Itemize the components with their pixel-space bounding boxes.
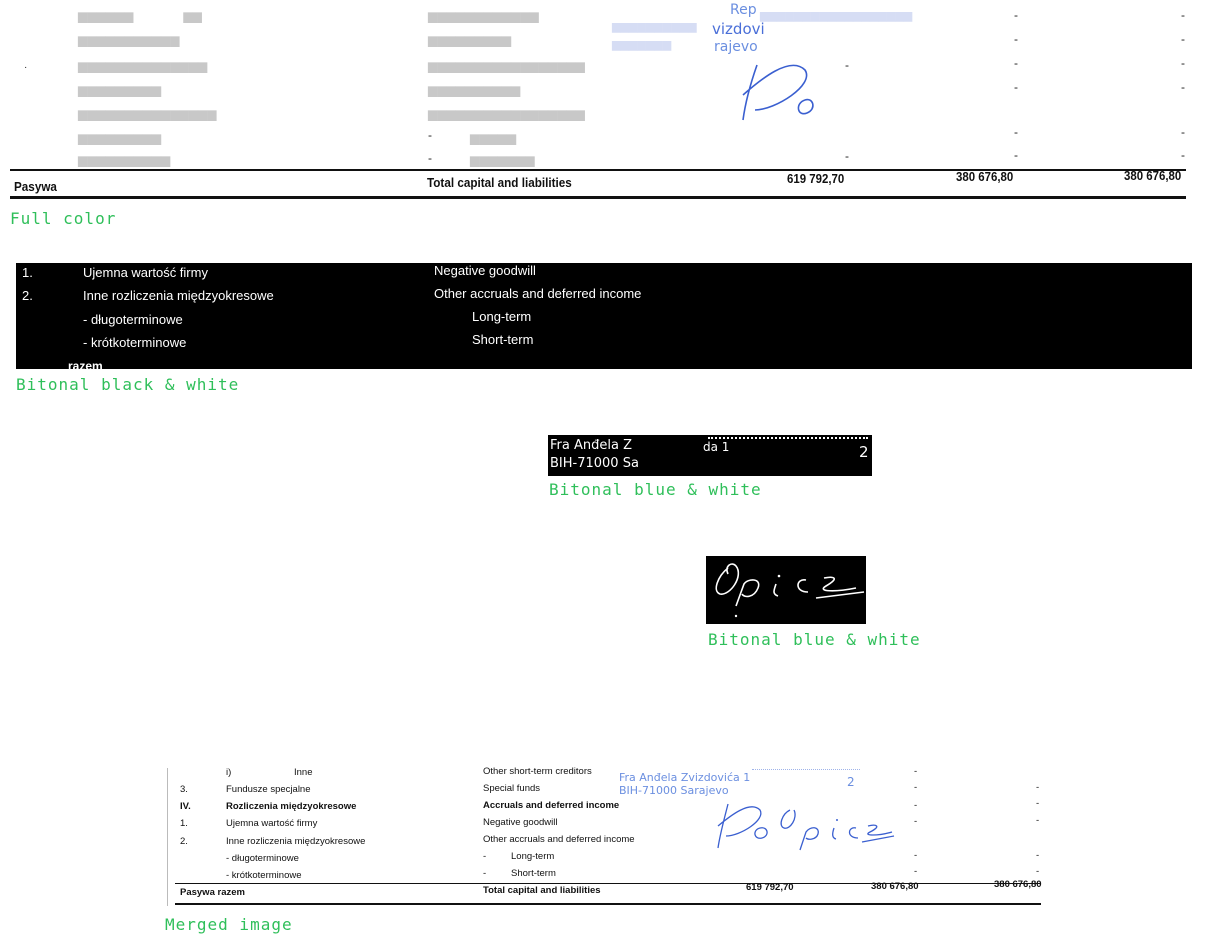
signature-partial xyxy=(735,55,845,130)
total-label-pl: Pasywa xyxy=(14,179,57,194)
total-label-pl: Pasywa razem xyxy=(180,887,245,898)
row-label-pl: Fundusze specjalne xyxy=(226,784,311,795)
faint-row: ▆▆▆▆▆▆▆▆▆▆▆▆▆▆▆▆▆ xyxy=(428,59,585,73)
row-num: 2. xyxy=(180,836,188,847)
row-num: 2. xyxy=(22,288,33,303)
row-label-en: Negative goodwill xyxy=(434,263,536,278)
bitonal-stamp-panel xyxy=(548,435,872,476)
dash: - xyxy=(1014,56,1018,70)
bitonal-signature-panel xyxy=(706,556,866,624)
faint-row: ▆▆▆▆▆▆▆▆▆▆▆ xyxy=(78,33,180,47)
total-value-1: 619 792,70 xyxy=(787,171,845,186)
stamp-number: 2 xyxy=(859,443,869,461)
total-value-2: 380 676,80 xyxy=(956,169,1014,184)
signature-bitonal xyxy=(706,556,866,624)
dash: - xyxy=(1181,56,1185,70)
dash: - xyxy=(1181,125,1185,139)
stamp-line-1: Fra Anđela Z xyxy=(550,438,632,453)
total-value-3: 380 676,80 xyxy=(1124,168,1182,183)
cut-text: razem xyxy=(68,359,103,369)
dot: · xyxy=(24,62,28,73)
row-num: IV. xyxy=(180,801,191,812)
total-value-2: 380 676,80 xyxy=(871,881,919,892)
total-value-1: 619 792,70 xyxy=(746,882,794,893)
stamp-line-1b: da 1 xyxy=(703,440,730,454)
row-num: 1. xyxy=(22,265,33,280)
dash: - xyxy=(1181,32,1185,46)
signature-merged xyxy=(710,798,895,858)
dash: - xyxy=(1036,798,1040,809)
dash: - xyxy=(845,149,849,163)
row-label-en: Long-term xyxy=(511,851,555,862)
dash: - xyxy=(483,851,487,862)
rule-double xyxy=(175,903,1041,905)
caption-merged: Merged image xyxy=(165,915,293,934)
row-num: i) xyxy=(226,767,232,778)
dash: - xyxy=(1036,815,1040,826)
stamp-line-1: Fra Anđela Zvizdovića 1 xyxy=(619,771,751,784)
stamp-fragment: vizdovi xyxy=(712,20,765,38)
row-label-en: Short-term xyxy=(472,332,534,347)
row-label-en: Accruals and deferred income xyxy=(483,800,620,811)
stamp-fragment: rajevo xyxy=(714,39,758,55)
row-label-pl: Inne rozliczenia międzyokresowe xyxy=(226,836,366,847)
row-label-pl: Inne rozliczenia międzyokresowe xyxy=(83,288,274,303)
dash: - xyxy=(1014,8,1018,22)
row-label-pl: Inne xyxy=(294,767,313,778)
dash: - xyxy=(1014,32,1018,46)
faint-row: ▆▆▆▆▆▆▆ xyxy=(470,153,535,167)
stamp-line-2: BIH-71000 Sarajevo xyxy=(619,784,729,797)
dash: - xyxy=(914,866,918,877)
dash: - xyxy=(1036,782,1040,793)
rule-double xyxy=(10,196,1186,199)
dash: - xyxy=(914,782,918,793)
dash: - xyxy=(428,151,432,165)
dash: - xyxy=(1181,80,1185,94)
row-label-en: Special funds xyxy=(483,783,541,794)
faint-row: ▆▆▆▆▆▆▆▆▆▆ xyxy=(428,83,521,97)
row-label-en: Negative goodwill xyxy=(483,817,558,828)
row-label-pl: - krótkoterminowe xyxy=(83,335,187,350)
row-label-pl: - długoterminowe xyxy=(226,853,299,864)
row-label-pl: - krótkoterminowe xyxy=(226,870,302,881)
faint-row: ▆▆▆▆▆▆▆▆▆ xyxy=(78,131,162,145)
bitonal-bw-panel xyxy=(16,263,1192,369)
faint-row: ▆▆▆▆▆▆ ▆▆ xyxy=(78,9,202,23)
dash: - xyxy=(914,816,918,827)
total-value-3: 380 676,80 xyxy=(994,879,1042,890)
total-label-en: Total capital and liabilities xyxy=(427,175,572,190)
dash: - xyxy=(914,850,918,861)
dash: - xyxy=(914,766,918,777)
row-label-en: Long-term xyxy=(472,309,532,324)
faint-row: ▆▆▆▆▆▆▆▆▆▆▆▆▆▆▆▆▆ xyxy=(428,107,585,121)
stamp-cut-line xyxy=(708,435,868,439)
total-label-en: Total capital and liabilities xyxy=(483,885,601,896)
faint-row: ▆▆▆▆▆▆▆▆▆▆▆▆▆▆ xyxy=(78,59,208,73)
caption-full-color: Full color xyxy=(10,209,117,228)
dash: - xyxy=(914,800,918,811)
row-label-en: Other accruals and deferred income xyxy=(434,286,642,301)
dash: - xyxy=(483,868,487,879)
row-label-en: Other short-term creditors xyxy=(483,766,592,777)
row-label-en: Other accruals and deferred income xyxy=(483,834,635,845)
row-label-en: Short-term xyxy=(511,868,556,879)
dash: - xyxy=(1014,125,1018,139)
row-label-pl: - długoterminowe xyxy=(83,312,183,327)
faint-stamp: ▆▆▆▆▆▆▆▆▆▆▆▆▆▆▆▆▆▆ xyxy=(760,10,913,22)
row-num: 1. xyxy=(180,818,188,829)
faint-stamp: ▆▆▆▆▆▆▆▆▆▆ xyxy=(612,21,697,33)
stamp-fragment: Rep xyxy=(730,2,757,18)
caption-bitonal-stamp: Bitonal blue & white xyxy=(549,480,762,499)
dash: - xyxy=(1014,148,1018,162)
stamp-cut-line xyxy=(752,765,860,770)
faint-row: ▆▆▆▆▆▆▆▆▆ xyxy=(428,33,512,47)
dash: - xyxy=(1036,850,1040,861)
faint-stamp: ▆▆▆▆▆▆▆ xyxy=(612,39,672,51)
row-label-pl: Ujemna wartość firmy xyxy=(226,818,318,829)
faint-row: ▆▆▆▆▆ xyxy=(470,131,517,145)
row-label-pl: Rozliczenia międzyokresowe xyxy=(226,801,357,812)
stamp-line-2: BIH-71000 Sa xyxy=(550,456,639,471)
dash: - xyxy=(845,58,849,72)
row-num: 3. xyxy=(180,784,188,795)
left-rule xyxy=(167,768,168,906)
caption-bitonal-signature: Bitonal blue & white xyxy=(708,630,921,649)
faint-row: ▆▆▆▆▆▆▆▆▆▆▆▆ xyxy=(428,9,539,23)
stamp-number: 2 xyxy=(847,775,855,789)
row-label-pl: Ujemna wartość firmy xyxy=(83,265,208,280)
faint-row: ▆▆▆▆▆▆▆▆▆ xyxy=(78,83,162,97)
faint-row: ▆▆▆▆▆▆▆▆▆▆ xyxy=(78,153,171,167)
dash: - xyxy=(428,128,432,142)
dash: - xyxy=(1181,8,1185,22)
dash: - xyxy=(1036,866,1040,877)
dash: - xyxy=(1181,148,1185,162)
caption-bitonal-bw: Bitonal black & white xyxy=(16,375,240,394)
dash: - xyxy=(1014,80,1018,94)
faint-row: ▆▆▆▆▆▆▆▆▆▆▆▆▆▆▆ xyxy=(78,107,217,121)
